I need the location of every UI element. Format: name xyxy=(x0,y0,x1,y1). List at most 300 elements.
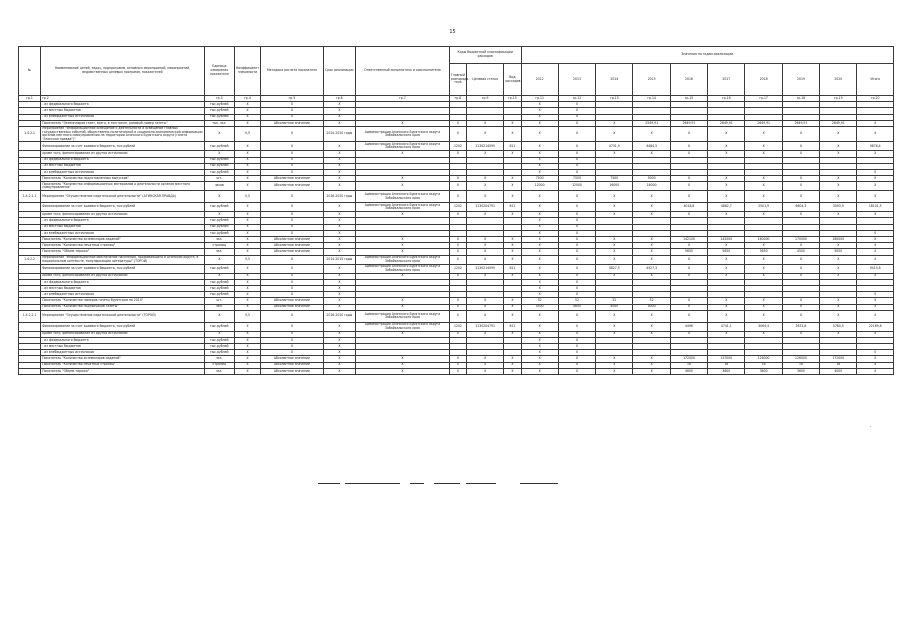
table-cell: Х xyxy=(745,255,782,264)
table-cell: 0 xyxy=(857,350,894,356)
table-cell: Х xyxy=(558,264,595,273)
table-cell: Абсолютное значение xyxy=(261,368,324,374)
table-cell: Х xyxy=(234,249,260,255)
table-cell: Х xyxy=(234,114,260,120)
table-cell: Х xyxy=(323,344,355,350)
table-cell: 4741,1 xyxy=(708,322,745,331)
table-cell: 142100 xyxy=(670,237,707,243)
table-cell: Х xyxy=(596,331,633,337)
table-cell: Х xyxy=(261,102,324,108)
table-cell: Х xyxy=(261,163,324,169)
table-cell: 1.4.2.2.1 xyxy=(19,310,41,322)
table-cell: Финансирование за счет краевого бюджета, тыс.рублей xyxy=(41,203,204,212)
table-cell: гр.3 xyxy=(204,96,234,102)
table-cell: - из внебюджетных источников xyxy=(41,230,204,236)
table-cell: Х xyxy=(323,279,355,285)
table-cell xyxy=(19,142,41,151)
table-cell: Финансирование за счет краевого бюджета, тыс.рублей xyxy=(41,264,204,273)
table-cell: Х xyxy=(558,350,595,356)
table-cell: Х xyxy=(782,191,819,203)
table-cell: 22189,8 xyxy=(857,322,894,331)
table-cell: Х xyxy=(323,230,355,236)
table-cell: Х xyxy=(356,362,450,368)
table-cell: Х xyxy=(323,237,355,243)
header-budget-group: Коды бюджетной классификации расходов xyxy=(449,47,521,64)
table-cell: Х xyxy=(857,310,894,322)
table-cell: Х xyxy=(504,191,521,203)
header-executor: Ответственный исполнитель и соисполнители xyxy=(356,47,450,96)
table-cell: Показатель "Количество экземпляров изданий" xyxy=(41,356,204,362)
footer-rule xyxy=(466,483,496,484)
table-cell: Х xyxy=(782,142,819,151)
table-cell: Х xyxy=(261,273,324,279)
table-cell: кроме того, финансирование из других источников: xyxy=(41,212,204,218)
table-cell: Х xyxy=(261,218,324,224)
table-cell: Х xyxy=(558,120,595,126)
table-cell: Х xyxy=(323,362,355,368)
table-cell: Х xyxy=(356,182,450,191)
table-cell: гр.11 xyxy=(521,96,558,102)
table-cell: Х xyxy=(467,126,504,141)
table-cell: Показатель "Количество печатных страниц" xyxy=(41,243,204,249)
table-cell: Мероприятие "Осуществление издательской деятельности" (АГИНСКАЯ ПРАВДА) xyxy=(41,191,204,203)
table-cell: 2130214095 xyxy=(467,142,504,151)
table-cell: Х xyxy=(558,203,595,212)
table-cell: Х xyxy=(708,151,745,157)
table-cell: Х xyxy=(708,182,745,191)
table-cell: Х xyxy=(782,298,819,304)
table-cell: Х xyxy=(820,126,857,141)
table-cell: Х xyxy=(323,212,355,218)
table-cell: 0,5 xyxy=(234,126,260,141)
table-cell: Х xyxy=(670,191,707,203)
table-cell: Х xyxy=(323,169,355,175)
table-cell: Х xyxy=(596,273,633,279)
table-cell: 3093,9 xyxy=(820,203,857,212)
table-cell: Х xyxy=(857,356,894,362)
table-cell: Х xyxy=(234,322,260,331)
table-cell: Х xyxy=(356,237,450,243)
table-cell: Х xyxy=(504,212,521,218)
table-cell: Х xyxy=(521,273,558,279)
table-cell: Х xyxy=(558,102,595,108)
table-cell: 126000 xyxy=(745,356,782,362)
table-cell: Х xyxy=(670,126,707,141)
table-cell: Х xyxy=(234,230,260,236)
table-cell: часов xyxy=(204,182,234,191)
header-year: 2020 xyxy=(820,64,857,96)
table-cell: 9876,4 xyxy=(857,142,894,151)
table-cell: Х xyxy=(261,212,324,218)
table-cell: Х xyxy=(558,191,595,203)
table-cell: 4731,9 xyxy=(596,142,633,151)
table-cell: Х xyxy=(820,304,857,310)
table-cell: Х xyxy=(558,163,595,169)
table-cell: Х xyxy=(234,142,260,151)
table-cell: Х xyxy=(261,279,324,285)
table-cell: 4484,5 xyxy=(633,142,670,151)
table-cell: 5000 xyxy=(820,249,857,255)
table-cell: Х xyxy=(521,285,558,291)
table-cell: Х xyxy=(449,151,466,157)
table-cell: Х xyxy=(708,191,745,203)
table-cell: 0,5 xyxy=(234,191,260,203)
table-cell: Х xyxy=(449,298,466,304)
table-cell: Х xyxy=(820,176,857,182)
table-cell: Х xyxy=(467,310,504,322)
table-cell: Х xyxy=(504,151,521,157)
table-cell: Х xyxy=(596,120,633,126)
table-cell: Х xyxy=(323,322,355,331)
table-cell: Абсолютное значение xyxy=(261,243,324,249)
table-cell: 0,5 xyxy=(234,255,260,264)
table-cell: Х xyxy=(504,182,521,191)
table-cell xyxy=(19,182,41,191)
table-cell: Х xyxy=(467,362,504,368)
table-cell: Х xyxy=(261,331,324,337)
table-row xyxy=(19,264,894,273)
table-cell: Х xyxy=(782,273,819,279)
table-cell: Х xyxy=(521,151,558,157)
table-cell: Х xyxy=(558,331,595,337)
table-cell: Х xyxy=(558,108,595,114)
table-cell: Х xyxy=(234,331,260,337)
table-cell: тыс.рублей xyxy=(204,230,234,236)
header-year: 2013 xyxy=(558,64,595,96)
table-cell: Х xyxy=(261,203,324,212)
table-cell: тыс.рублей xyxy=(204,285,234,291)
table-cell: Показатель "Количество подготовленных выпусков" xyxy=(41,176,204,182)
table-cell: 12000 xyxy=(558,182,595,191)
table-cell: Х xyxy=(633,310,670,322)
table-cell: гр.10 xyxy=(504,96,521,102)
table-cell: Х xyxy=(708,142,745,151)
table-cell: 5000 xyxy=(633,176,670,182)
table-cell: Х xyxy=(857,120,894,126)
table-cell: Х xyxy=(234,237,260,243)
table-cell: Х xyxy=(323,108,355,114)
table-cell: 2649,91 xyxy=(670,120,707,126)
table-cell: 16 xyxy=(670,362,707,368)
table-cell: Х xyxy=(633,368,670,374)
table-cell: - из внебюджетных источников xyxy=(41,169,204,175)
table-cell: гр.13 xyxy=(596,96,633,102)
table-cell: 142000 xyxy=(708,237,745,243)
table-cell: Х xyxy=(558,126,595,141)
table-cell: Х xyxy=(558,230,595,236)
table-cell: Х xyxy=(596,249,633,255)
table-cell: Х xyxy=(521,249,558,255)
table-cell: Х xyxy=(234,304,260,310)
table-cell: Х xyxy=(449,356,466,362)
table-cell: Х xyxy=(745,310,782,322)
table-cell: Х xyxy=(558,249,595,255)
table-cell: Х xyxy=(261,114,324,120)
table-cell: Х xyxy=(261,191,324,203)
table-cell: 611 xyxy=(504,322,521,331)
table-cell: 52 xyxy=(521,298,558,304)
table-cell: страниц xyxy=(204,362,234,368)
table-row xyxy=(19,182,894,191)
table-cell: Х xyxy=(633,191,670,203)
table-cell: Х xyxy=(449,191,466,203)
table-cell: Х xyxy=(234,108,260,114)
table-cell: 4827,5 xyxy=(596,264,633,273)
table-cell: 2014-2020 годы xyxy=(323,126,355,141)
table-cell: гр.20 xyxy=(857,96,894,102)
table-cell: экз. xyxy=(204,368,234,374)
table-cell: Х xyxy=(323,331,355,337)
table-cell: Х xyxy=(558,151,595,157)
table-cell: Х xyxy=(633,126,670,141)
table-cell: Х xyxy=(504,273,521,279)
table-cell: Х xyxy=(323,304,355,310)
table-cell: Х xyxy=(234,120,260,126)
table-cell: гр.18 xyxy=(782,96,819,102)
table-cell: Х xyxy=(204,310,234,322)
table-cell: - из местных бюджетов xyxy=(41,224,204,230)
table-cell: 3064,4 xyxy=(745,322,782,331)
table-cell: Показатель "Количество печатных страниц" xyxy=(41,362,204,368)
table-cell: Х xyxy=(558,285,595,291)
table-cell: Х xyxy=(521,337,558,343)
header-year: 2016 xyxy=(670,64,707,96)
table-cell: гр.14 xyxy=(633,96,670,102)
table-cell: 180000 xyxy=(820,237,857,243)
table-cell: Администрация Агинского Бурятского округа Забайкальского края xyxy=(356,191,450,203)
table-cell: тыс.рублей xyxy=(204,169,234,175)
table-cell: кроме того, финансирование из других источников: xyxy=(41,331,204,337)
table-cell: Х xyxy=(596,368,633,374)
table-cell: Абсолютное значение xyxy=(261,176,324,182)
table-cell: 4600 xyxy=(670,368,707,374)
header-budget-col: Вид расходов xyxy=(504,64,521,96)
table-cell: 172000 xyxy=(670,356,707,362)
table-cell: Показатель "Объем тиража" xyxy=(41,249,204,255)
table-cell: Х xyxy=(521,142,558,151)
table-cell: 2501,9 xyxy=(745,203,782,212)
table-cell: 2549,91 xyxy=(633,120,670,126)
table-cell: тыс.рублей xyxy=(204,279,234,285)
table-cell: Х xyxy=(356,151,450,157)
table-cell: тыс.рублей xyxy=(204,350,234,356)
table-cell: гр.19 xyxy=(820,96,857,102)
table-cell: Х xyxy=(670,264,707,273)
table-cell: Х xyxy=(633,322,670,331)
table-cell: 0 xyxy=(857,292,894,298)
table-cell: Х xyxy=(467,237,504,243)
table-cell: Х xyxy=(745,176,782,182)
header-unit: Единица измерения показателя xyxy=(204,47,234,96)
table-cell: Х xyxy=(633,151,670,157)
header-budget-col: Главный распоряди-тель xyxy=(449,64,466,96)
table-cell: Администрация Агинского Бурятского округа Забайкальского края xyxy=(356,322,450,331)
table-cell: 2130214095 xyxy=(467,264,504,273)
table-cell: Х xyxy=(521,255,558,264)
table-cell: Х xyxy=(234,203,260,212)
table-cell: Х xyxy=(467,356,504,362)
table-cell: 1.4.2.1.1 xyxy=(19,191,41,203)
header-year: Итого xyxy=(857,64,894,96)
table-cell: Х xyxy=(857,176,894,182)
table-cell: 6604,3 xyxy=(782,203,819,212)
table-cell: Х xyxy=(449,304,466,310)
table-cell: Х xyxy=(234,102,260,108)
table-cell: Х xyxy=(558,292,595,298)
header-years-group: Значения по годам реализации xyxy=(521,47,894,64)
table-cell: Х xyxy=(356,331,450,337)
table-row xyxy=(19,191,894,203)
table-cell: Х xyxy=(467,331,504,337)
table-cell: Х xyxy=(504,126,521,141)
table-cell: Х xyxy=(745,264,782,273)
table-cell: Х xyxy=(782,182,819,191)
table-cell: Х xyxy=(820,243,857,249)
table-cell: Х xyxy=(782,255,819,264)
table-cell: Х xyxy=(670,212,707,218)
table-cell: Х xyxy=(820,264,857,273)
table-cell: Х xyxy=(356,298,450,304)
table-cell: Х xyxy=(820,298,857,304)
table-cell: Х xyxy=(467,176,504,182)
table-cell: шт. xyxy=(204,176,234,182)
table-cell: 3600 xyxy=(782,368,819,374)
table-cell: Х xyxy=(467,304,504,310)
table-cell: тыс.рублей xyxy=(204,264,234,273)
table-cell: тыс.рублей xyxy=(204,108,234,114)
table-cell: 0 xyxy=(857,169,894,175)
table-cell: Х xyxy=(234,176,260,182)
table-cell: Х xyxy=(782,126,819,141)
table-cell xyxy=(19,203,41,212)
table-cell: тыс.рублей xyxy=(204,344,234,350)
table-cell: Х xyxy=(261,310,324,322)
table-cell: Х xyxy=(504,176,521,182)
table-cell: Х xyxy=(857,249,894,255)
table-cell: Х xyxy=(467,191,504,203)
table-cell: Показатель "Объем тиража" xyxy=(41,368,204,374)
table-cell: 2014-2015 годы xyxy=(323,255,355,264)
table-cell: - из федерального бюджета xyxy=(41,157,204,163)
table-cell: Мероприятие "Информационное обеспечение населения, проживающего в Агинском округе, в национальном контексте, популяризация литературы" (ТОРОЙ) xyxy=(41,255,204,264)
table-cell: Х xyxy=(521,108,558,114)
table-cell: Х xyxy=(708,264,745,273)
table-cell: Х xyxy=(670,142,707,151)
table-cell: 137000 xyxy=(708,356,745,362)
table-cell: Х xyxy=(521,203,558,212)
table-cell: Х xyxy=(467,249,504,255)
table-cell: Х xyxy=(323,285,355,291)
table-cell: Х xyxy=(708,126,745,141)
table-cell: чел. xyxy=(204,304,234,310)
table-cell xyxy=(19,264,41,273)
table-cell: Х xyxy=(521,368,558,374)
table-cell: Х xyxy=(521,243,558,249)
table-cell: Х xyxy=(670,255,707,264)
table-cell: Х xyxy=(820,255,857,264)
table-cell: 4496 xyxy=(670,322,707,331)
table-cell: Х xyxy=(708,273,745,279)
table-cell: - из федерального бюджета xyxy=(41,102,204,108)
table-cell: Х xyxy=(504,237,521,243)
table-cell: Х xyxy=(449,237,466,243)
table-cell: Х xyxy=(356,304,450,310)
table-cell: Х xyxy=(323,249,355,255)
table-cell: Показатель "Количество экземпляров изданий" xyxy=(41,237,204,243)
table-cell: Х xyxy=(467,255,504,264)
table-cell: кроме того, финансирование из других источников: xyxy=(41,273,204,279)
table-cell: Х xyxy=(467,243,504,249)
table-cell: Х xyxy=(323,176,355,182)
table-cell: Х xyxy=(323,350,355,356)
table-cell: Х xyxy=(820,212,857,218)
table-cell: Финансирование за счет краевого бюджета, тыс.рублей xyxy=(41,322,204,331)
table-cell: Х xyxy=(504,331,521,337)
table-cell: кроме того, финансирование из других источников: xyxy=(41,151,204,157)
header-budget-col: Целевая статья xyxy=(467,64,504,96)
table-cell: 4000 xyxy=(596,304,633,310)
table-body xyxy=(19,96,894,375)
header-year: 2012 xyxy=(521,64,558,96)
table-cell: Х xyxy=(467,273,504,279)
table-cell: - из местных бюджетов xyxy=(41,163,204,169)
table-cell: Х xyxy=(504,362,521,368)
table-cell: Х xyxy=(323,292,355,298)
table-cell: 2016-2020 годы xyxy=(323,191,355,203)
table-cell: 5650 xyxy=(745,249,782,255)
table-cell: Х xyxy=(356,356,450,362)
table-cell: Х xyxy=(323,337,355,343)
table-cell: Х xyxy=(670,151,707,157)
table-cell: Х xyxy=(633,356,670,362)
table-cell: Х xyxy=(504,310,521,322)
table-cell: 4018,8 xyxy=(670,203,707,212)
table-cell: 4527,3 xyxy=(633,264,670,273)
table-cell: Х xyxy=(261,292,324,298)
table-cell: Х xyxy=(521,163,558,169)
table-cell: Х xyxy=(558,243,595,249)
table-cell: 4882,7 xyxy=(708,203,745,212)
table-cell: Х xyxy=(521,218,558,224)
table-cell: Х xyxy=(857,255,894,264)
table-cell: Х xyxy=(261,322,324,331)
table-cell: 611 xyxy=(504,203,521,212)
table-cell: Х xyxy=(261,264,324,273)
header-term: Срок реализации xyxy=(323,47,355,96)
table-cell: Х xyxy=(504,304,521,310)
table-cell: тыс.рублей xyxy=(204,224,234,230)
table-cell: Показатель "Экземпляров газет, всего, в том числе, разовый номер газеты" xyxy=(41,120,204,126)
table-cell: Абсолютное значение xyxy=(261,356,324,362)
table-cell: Х xyxy=(323,264,355,273)
table-cell: Х xyxy=(708,255,745,264)
table-cell: 3600 xyxy=(708,368,745,374)
table-cell: Х xyxy=(745,142,782,151)
header-coef: Коэффициент значимости xyxy=(234,47,260,96)
table-cell: Х xyxy=(261,350,324,356)
table-cell: Х xyxy=(261,157,324,163)
table-cell: экз. xyxy=(204,237,234,243)
footer-rule xyxy=(434,483,460,484)
table-cell: Х xyxy=(708,176,745,182)
table-cell: Х xyxy=(261,169,324,175)
table-cell: 16 xyxy=(820,362,857,368)
table-cell: Х xyxy=(708,298,745,304)
table-cell: Х xyxy=(633,237,670,243)
table-cell: Х xyxy=(234,337,260,343)
header-year: 2014 xyxy=(596,64,633,96)
table-cell: Х xyxy=(596,322,633,331)
